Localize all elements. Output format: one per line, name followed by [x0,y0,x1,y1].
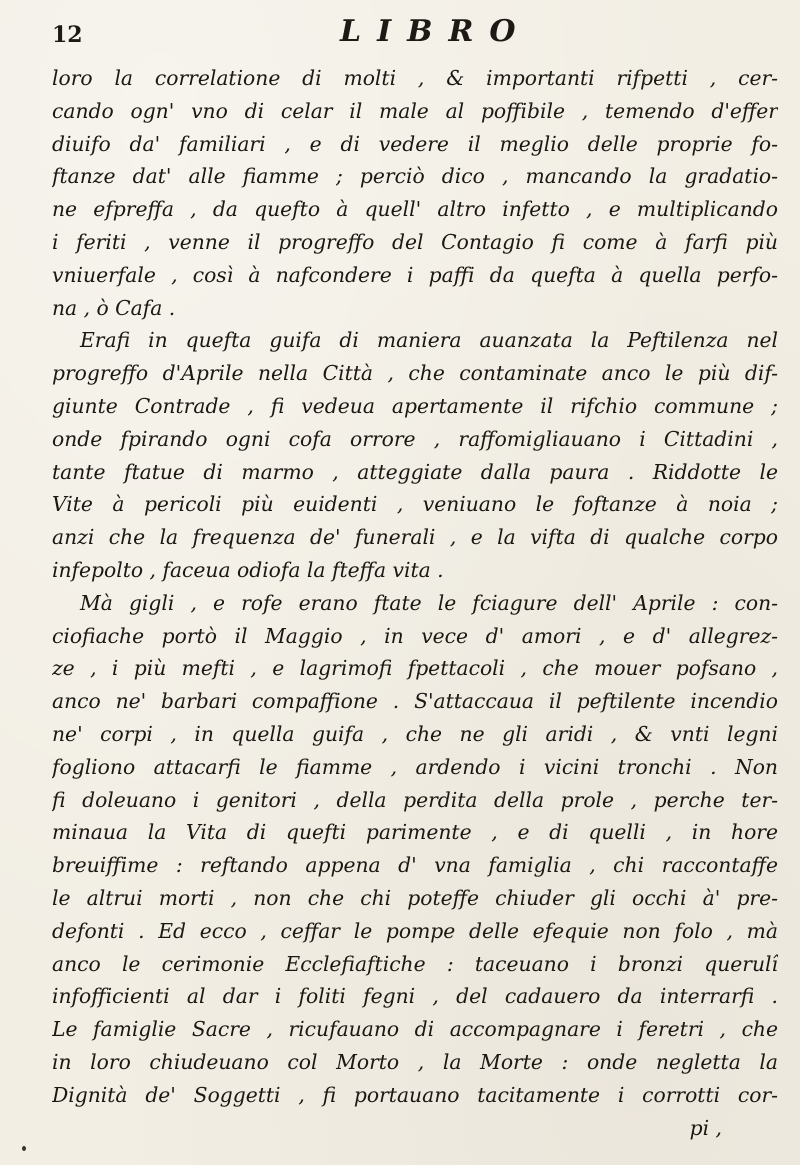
text-line: ne efpreffa , da quefto à quell' altro infetto , e multiplicando [52,197,778,222]
text-line: ne' corpi , in quella guifa , che ne gli aridi , & vnti legni [52,721,778,746]
text-line: i feriti , venne il progreffo del Contagio fi come à farfi più [52,229,778,254]
text-line: giunte Contrade , fi vedeua apertamente il rifchio commune ; [52,393,778,418]
text-line: Vite à pericoli più euidenti , veniuano le foftanze à noia ; [52,492,778,517]
text-line: in loro chiudeuano col Morto , la Morte : onde negletta la [52,1049,778,1074]
text-line: loro la correlatione di molti , & importanti rifpetti , cer- [52,66,778,90]
text-line: na , ò Cafa . [52,295,176,320]
catchword: pi , [689,1115,722,1140]
text-line: Erafi in quefta guifa di maniera auanzata la Peftilenza nel [80,328,778,353]
text-line: Le famiglie Sacre , ricufauano di accompagnare i feretri , che [52,1017,778,1042]
text-line: le altrui morti , non che chi poteffe chiuder gli occhi à' pre- [52,885,778,910]
text-line: defonti . Ed ecco , ceffar le pompe delle efequie non folo , mà [52,918,778,943]
page-number: 12 [52,22,83,48]
text-line: progreffo d'Aprile nella Città , che contaminate anco le più dif- [52,361,778,386]
text-line: cando ogn' vno di celar il male al poffibile , temendo d'effer [52,98,778,123]
text-line: ftanze dat' alle fiamme ; perciò dico , mancando la gradatio- [52,164,778,189]
text-line: onde fpirando ogni cofa orrore , raffomigliauano i Cittadini , [52,426,778,451]
text-line: infofficienti al dar i foliti fegni , del cadauero da interrarfi . [52,984,778,1009]
text-line: ciofiache portò il Maggio , in vece d' amori , e d' allegrez- [52,623,778,648]
ink-speck [22,1146,26,1151]
text-line: anco le cerimonie Ecclefiaftiche : taceuano i bronzi querulî [52,951,778,976]
text-line: Mà gigli , e rofe erano ftate le fciagure dell' Aprile : con- [80,590,778,615]
text-line: anco ne' barbari compaffione . S'attaccaua il peftilente incendio [52,689,778,714]
body-text [52,62,778,1144]
text-line: fogliono attacarfi le fiamme , ardendo i vicini tronchi . Non [52,754,778,779]
text-line: breuiffime : reftando appena d' vna famiglia , chi raccontaffe [52,853,778,878]
text-line: fi doleuano i genitori , della perdita della prole , perche ter- [52,787,778,812]
text-line: Dignità de' Soggetti , fi portauano tacitamente i corrotti cor- [52,1082,778,1107]
text-line: infepolto , faceua odiofa la fteffa vita . [52,557,444,582]
text-line: tante ftatue di marmo , atteggiate dalla paura . Riddotte le [52,459,778,484]
text-line: anzi che la frequenza de' funerali , e la vifta di qualche corpo [52,525,778,550]
text-line: ze , i più mefti , e lagrimofi fpettacoli , che mouer pofsano , [52,656,778,681]
page-header [0,14,800,58]
text-line: diuifo da' familiari , e di vedere il meglio delle proprie fo- [52,131,778,156]
text-line: minaua la Vita di quefti parimente , e di quelli , in hore [52,820,778,845]
text-line: vniuerfale , così à nafcondere i paffi da quefta à quella perfo- [52,262,778,287]
running-head: LIBRO [340,14,532,49]
